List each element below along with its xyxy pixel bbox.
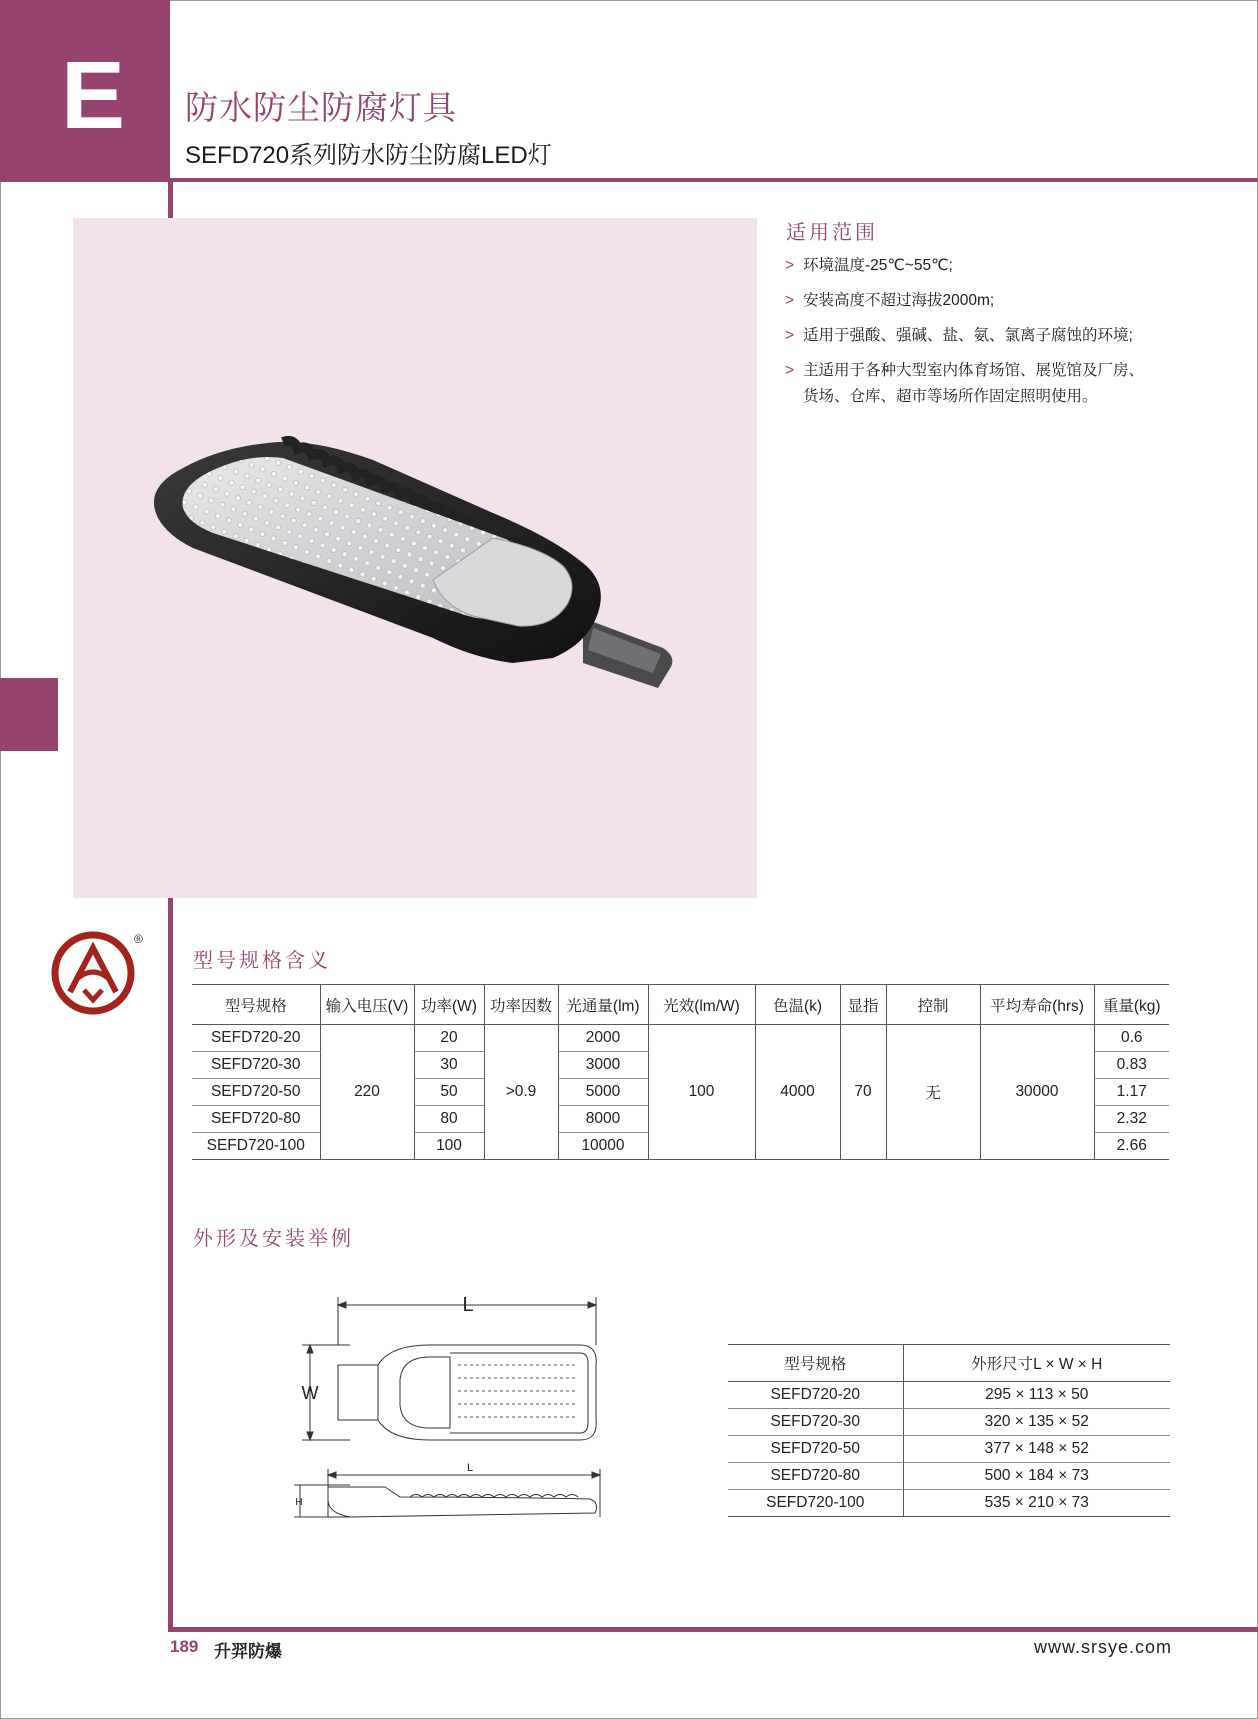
model-cell: SEFD720-100 xyxy=(728,1490,903,1517)
model-cell: SEFD720-100 xyxy=(192,1133,320,1160)
efficacy-cell: 100 xyxy=(648,1025,755,1160)
bullet-arrow-icon: > xyxy=(785,362,795,379)
product-photo xyxy=(73,218,757,898)
col-header: 型号规格 xyxy=(728,1345,903,1382)
bullet-arrow-icon: > xyxy=(785,327,795,344)
width-label: W xyxy=(301,1383,319,1403)
spec-heading: 型号规格含义 xyxy=(193,950,331,972)
flux-cell: 10000 xyxy=(558,1133,648,1160)
cri-cell: 70 xyxy=(840,1025,886,1160)
table-row xyxy=(728,1436,1170,1463)
section-tab xyxy=(0,0,170,182)
model-cell: SEFD720-30 xyxy=(728,1409,903,1436)
col-header: 重量(kg) xyxy=(1094,985,1169,1025)
model-cell: SEFD720-30 xyxy=(192,1052,320,1079)
table-row xyxy=(728,1409,1170,1436)
col-header: 光通量(lm) xyxy=(558,985,648,1025)
footer-divider xyxy=(168,1627,1258,1632)
scope-item xyxy=(785,325,1185,347)
model-cell: SEFD720-50 xyxy=(728,1436,903,1463)
dim-header-row xyxy=(728,1345,1170,1382)
dimension-cell: 500 × 184 × 73 xyxy=(903,1463,1170,1490)
weight-cell: 0.6 xyxy=(1094,1025,1169,1052)
section-letter: E xyxy=(60,42,126,149)
side-length-label: L xyxy=(466,1462,474,1474)
table-row xyxy=(728,1490,1170,1517)
weight-cell: 2.66 xyxy=(1094,1133,1169,1160)
voltage-cell: 220 xyxy=(320,1025,414,1160)
led-street-light-image xyxy=(73,218,757,898)
dimension-cell: 535 × 210 × 73 xyxy=(903,1490,1170,1517)
footer-brand: 升羿防爆 xyxy=(214,1642,282,1661)
install-heading: 外形及安装举例 xyxy=(193,1228,354,1250)
power-cell: 20 xyxy=(414,1025,484,1052)
col-header: 控制 xyxy=(886,985,980,1025)
flux-cell: 3000 xyxy=(558,1052,648,1079)
power-cell: 30 xyxy=(414,1052,484,1079)
col-header: 功率因数 xyxy=(484,985,558,1025)
table-row xyxy=(192,1025,1169,1052)
light-fixture xyxy=(154,438,672,688)
col-header: 外形尺寸L × W × H xyxy=(903,1345,1170,1382)
company-logo-icon xyxy=(48,930,148,1016)
dimension-table xyxy=(728,1344,1170,1517)
height-label: H xyxy=(295,1497,303,1508)
header-divider xyxy=(168,178,1258,182)
scope-item xyxy=(785,360,1185,382)
scope-item-text: 适用于强酸、强碱、盐、氨、氯离子腐蚀的环境; xyxy=(803,327,1133,344)
page-subtitle: SEFD720系列防水防尘防腐LED灯 xyxy=(185,142,552,169)
scope-item-text: 主适用于各种大型室内体育场馆、展览馆及厂房、 xyxy=(803,362,1145,379)
col-header: 显指 xyxy=(840,985,886,1025)
power-cell: 100 xyxy=(414,1133,484,1160)
scope-item-text: 环境温度-25℃~55℃; xyxy=(803,257,953,274)
col-header: 光效(lm/W) xyxy=(648,985,755,1025)
dimension-cell: 320 × 135 × 52 xyxy=(903,1409,1170,1436)
dimension-cell: 295 × 113 × 50 xyxy=(903,1382,1170,1409)
scope-item-text: 安装高度不超过海拔2000m; xyxy=(803,292,995,309)
weight-cell: 2.32 xyxy=(1094,1106,1169,1133)
col-header: 色温(k) xyxy=(755,985,840,1025)
power-cell: 80 xyxy=(414,1106,484,1133)
dimension-drawing xyxy=(290,1285,620,1545)
power-factor-cell: >0.9 xyxy=(484,1025,558,1160)
scope-item-continuation: 货场、仓库、超市等场所作固定照明使用。 xyxy=(803,388,1098,405)
weight-cell: 0.83 xyxy=(1094,1052,1169,1079)
flux-cell: 8000 xyxy=(558,1106,648,1133)
flux-cell: 5000 xyxy=(558,1079,648,1106)
weight-cell: 1.17 xyxy=(1094,1079,1169,1106)
spec-table xyxy=(192,984,1169,1160)
bullet-arrow-icon: > xyxy=(785,257,795,274)
col-header: 型号规格 xyxy=(192,985,320,1025)
model-cell: SEFD720-20 xyxy=(192,1025,320,1052)
bullet-arrow-icon: > xyxy=(785,292,795,309)
control-cell: 无 xyxy=(886,1025,980,1160)
scope-item xyxy=(785,255,1185,277)
length-label: L xyxy=(462,1294,474,1316)
spec-header-row xyxy=(192,985,1169,1025)
table-row xyxy=(728,1382,1170,1409)
registered-mark: ® xyxy=(134,932,143,946)
page-number: 189 xyxy=(170,1637,199,1656)
footer-url: www.srsye.com xyxy=(1034,1637,1173,1657)
color-temp-cell: 4000 xyxy=(755,1025,840,1160)
model-cell: SEFD720-50 xyxy=(192,1079,320,1106)
power-cell: 50 xyxy=(414,1079,484,1106)
model-cell: SEFD720-20 xyxy=(728,1382,903,1409)
dimension-cell: 377 × 148 × 52 xyxy=(903,1436,1170,1463)
col-header: 功率(W) xyxy=(414,985,484,1025)
model-cell: SEFD720-80 xyxy=(192,1106,320,1133)
page-title: 防水防尘防腐灯具 xyxy=(185,89,457,126)
side-index-tab xyxy=(0,678,58,751)
model-cell: SEFD720-80 xyxy=(728,1463,903,1490)
scope-item xyxy=(785,290,1185,312)
scope-list xyxy=(785,255,1185,408)
col-header: 输入电压(V) xyxy=(320,985,414,1025)
scope-heading: 适用范围 xyxy=(786,222,878,244)
flux-cell: 2000 xyxy=(558,1025,648,1052)
col-header: 平均寿命(hrs) xyxy=(980,985,1094,1025)
life-cell: 30000 xyxy=(980,1025,1094,1160)
table-row xyxy=(728,1463,1170,1490)
